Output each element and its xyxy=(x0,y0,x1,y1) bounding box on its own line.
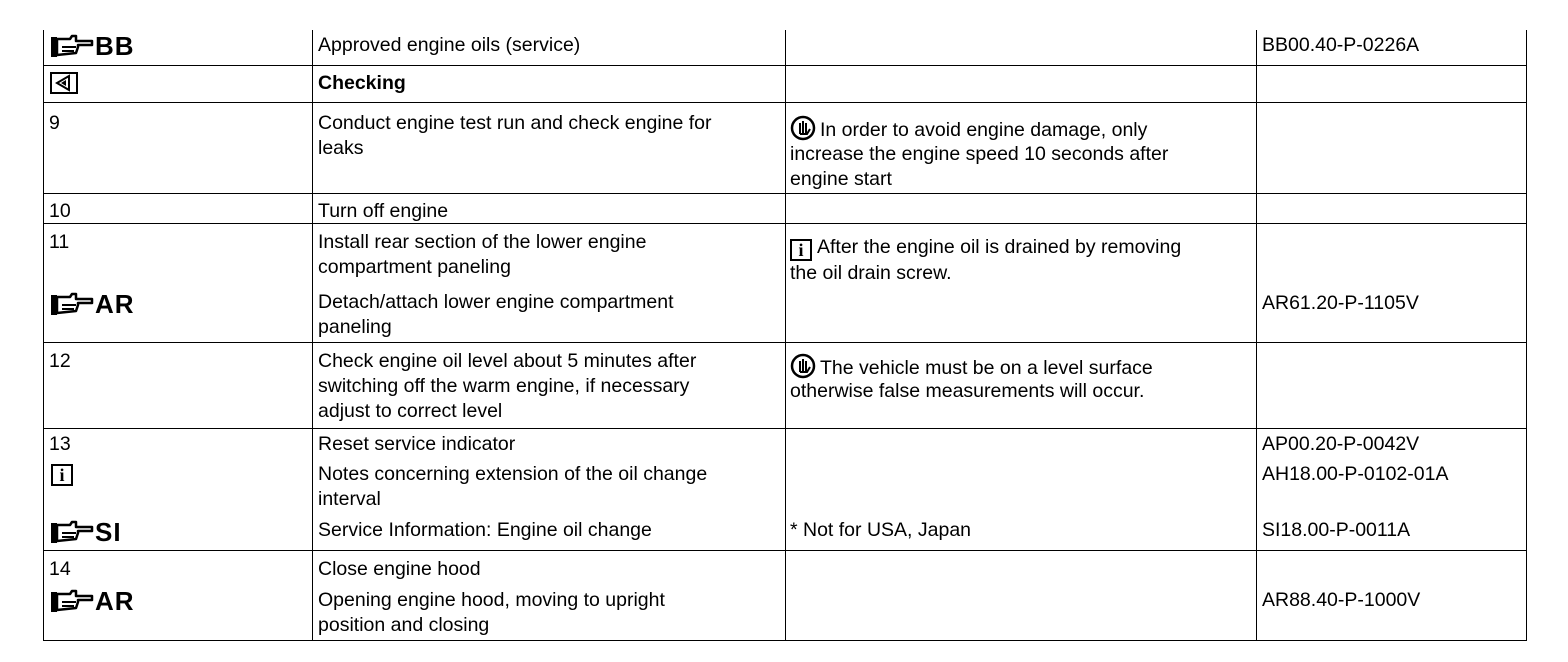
task-text: Close engine hood xyxy=(318,558,481,580)
row-divider xyxy=(44,223,1526,224)
warning-note xyxy=(790,353,1153,381)
task-text: adjust to correct level xyxy=(318,400,503,422)
step-number: 9 xyxy=(49,112,60,134)
task-text: Check engine oil level about 5 minutes after xyxy=(318,350,697,372)
reference-link[interactable]: AH18.00-P-0102-01A xyxy=(1262,463,1449,485)
task-text: Service Information: Engine oil change xyxy=(318,519,652,541)
section-title: Checking xyxy=(318,72,406,94)
task-text: Detach/attach lower engine compartment xyxy=(318,291,674,313)
reference-link[interactable]: AP00.20-P-0042V xyxy=(1262,433,1420,455)
reference-link[interactable]: AR61.20-P-1105V xyxy=(1262,292,1419,314)
row-divider xyxy=(44,428,1526,429)
task-text: Opening engine hood, moving to upright xyxy=(318,589,665,611)
ar-code xyxy=(50,289,135,319)
task-text: leaks xyxy=(318,137,364,159)
si-code xyxy=(50,517,122,547)
code-letters: AR xyxy=(95,586,135,616)
column-divider xyxy=(785,30,786,640)
row-divider xyxy=(44,102,1526,103)
note-text: otherwise false measurements will occur. xyxy=(790,380,1145,402)
reference-link[interactable]: BB00.40-P-0226A xyxy=(1262,34,1420,56)
note-text: the oil drain screw. xyxy=(790,262,952,284)
task-text: Approved engine oils (service) xyxy=(318,34,581,56)
bb-code xyxy=(50,31,135,61)
procedure-table xyxy=(43,30,1527,641)
check-triangle-icon xyxy=(50,72,78,94)
note-text: engine start xyxy=(790,168,892,190)
step-number: 14 xyxy=(49,558,71,580)
pointing-hand-icon xyxy=(50,519,94,545)
column-divider xyxy=(312,30,313,640)
reference-link[interactable]: AR88.40-P-1000V xyxy=(1262,589,1421,611)
info-note xyxy=(790,235,1181,261)
stop-hand-icon xyxy=(790,353,816,379)
task-text: Install rear section of the lower engine xyxy=(318,231,647,253)
column-divider xyxy=(1256,30,1257,640)
info-icon: i xyxy=(51,464,73,486)
task-text: paneling xyxy=(318,316,392,338)
info-icon: i xyxy=(790,239,812,261)
row-divider xyxy=(44,193,1526,194)
warning-note xyxy=(790,115,1147,143)
note-text: * Not for USA, Japan xyxy=(790,519,972,541)
code-letters: SI xyxy=(95,517,122,547)
row-divider xyxy=(44,65,1526,66)
pointing-hand-icon xyxy=(50,588,94,614)
ar-code xyxy=(50,586,135,616)
row-divider xyxy=(44,550,1526,551)
note-text: increase the engine speed 10 seconds after xyxy=(790,143,1169,165)
row-divider xyxy=(44,342,1526,343)
task-text: Reset service indicator xyxy=(318,433,516,455)
task-text: switching off the warm engine, if necessary xyxy=(318,375,690,397)
note-text: The vehicle must be on a level surface xyxy=(820,357,1153,379)
task-text: Conduct engine test run and check engine for xyxy=(318,112,712,134)
code-letters: AR xyxy=(95,289,135,319)
note-text: In order to avoid engine damage, only xyxy=(820,119,1148,141)
stop-hand-icon xyxy=(790,115,816,141)
task-text: Turn off engine xyxy=(318,200,449,222)
note-text: After the engine oil is drained by removing xyxy=(817,236,1182,258)
reference-link[interactable]: SI18.00-P-0011A xyxy=(1262,519,1411,541)
step-number: 12 xyxy=(49,350,71,372)
task-text: compartment paneling xyxy=(318,256,511,278)
task-text: interval xyxy=(318,488,381,510)
step-number: 13 xyxy=(49,433,71,455)
pointing-hand-icon xyxy=(50,291,94,317)
code-letters: BB xyxy=(95,31,135,61)
step-number: 11 xyxy=(49,231,70,253)
task-text: position and closing xyxy=(318,614,490,636)
task-text: Notes concerning extension of the oil change xyxy=(318,463,708,485)
pointing-hand-icon xyxy=(50,33,94,59)
step-number: 10 xyxy=(49,200,71,222)
